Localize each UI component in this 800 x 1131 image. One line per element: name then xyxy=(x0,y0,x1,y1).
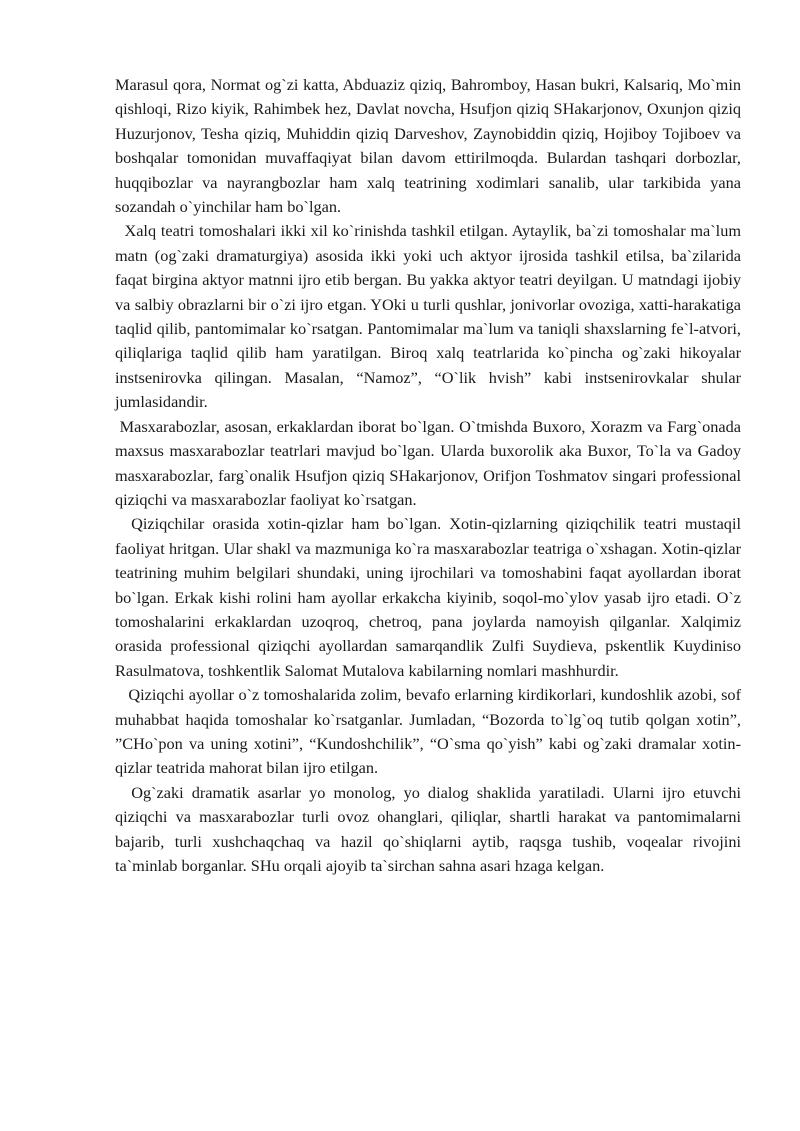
paragraph-oral-drama: Og`zaki dramatik asarlar yo monolog, yo dialog shaklida yaratiladi. Ularni ijro etuvchi qiziqchi va masxarabozlar turli ovoz ohanglari, qiliqlar, shartli harakat va pantomimalarni bajarib, turli xushchaqchaq va hazil qo`shiqlarni aytib, raqsga tushib, voqealar rivojini ta`minlab borganlar. SHu orqali ajoyib ta`sirchan sahna asari hzaga kelgan. xyxy=(115,782,746,875)
document-body xyxy=(115,73,746,878)
paragraph-women-theatre: Qiziqchilar orasida xotin-qizlar ham bo`lgan. Xotin-qizlarning qiziqchilik teatri mustaqil faoliyat hritgan. Ular shakl va mazmuniga ko`ra masxarabozlar teatriga o`xshagan. Xotin-qizlar teatrining muhim belgilari shundaki, uning ijrochilari va tomoshabini faqat ayollardan iborat bo`lgan. Erkak kishi rolini ham ayollar erkakcha kiyinib, soqol-mo`ylov yasab ijro etadi. O`z tomoshalarini erkaklardan uzoqroq, chetroq, pana joylarda namoyish qilganlar. Xalqimiz orasida professional qiziqchi ayollardan samarqandlik Zulfi Suydieva, pskentlik Kuydiniso Rasulmatova, toshkentlik Salomat Mutalova kabilarning nomlari mashhurdir. xyxy=(115,514,746,680)
paragraph-theatre-forms: Xalq teatri tomoshalari ikki xil ko`rinishda tashkil etilgan. Aytaylik, ba`zi tomoshalar ma`lum matn (og`zaki dramaturgiya) asosida ikki yoki uch aktyor ijrosida tashkil etilsa, ba`zilarida faqat birgina aktyor matnni ijro etib bergan. Bu yakka aktyor teatri deyilgan. U matndagi ijobiy va salbiy obrazlarni bir o`zi ijro etgan. YOki u turli qushlar, jonivorlar ovoziga, xatti-harakatiga taqlid qilib, pantomimalar ko`rsatgan. Pantomimalar ma`lum va taniqli shaxslarning fe`l-atvori, qiliqlariga taqlid qilib ham yaratilgan. Biroq xalq teatrlarida ko`pincha og`zaki hikoyalar instsenirovka qilingan. Masalan, “Namoz”, “O`lik hvish” kabi instsenirovkalar shular jumlasidandir. xyxy=(115,221,746,412)
paragraph-masxarabozlar: Masxarabozlar, asosan, erkaklardan iborat bo`lgan. O`tmishda Buxoro, Xorazm va Farg`onada maxsus masxarabozlar teatrlari mavjud bo`lgan. Ularda buxorolik aka Buxor, To`la va Gadoy masxarabozlar, farg`onalik Hsufjon qiziq SHakarjonov, Orifjon Toshmatov singari professional qiziqchi va masxarabozlar faoliyat ko`rsatgan. xyxy=(115,416,746,509)
paragraph-performers: Marasul qora, Normat og`zi katta, Abduaziz qiziq, Bahromboy, Hasan bukri, Kalsariq, Mo`min qishloqi, Rizo kiyik, Rahimbek hez, Davlat novcha, Hsufjon qiziq SHakarjonov, Oxunjon qiziq Huzurjonov, Tesha qiziq, Muhiddin qiziq Darveshov, Zaynobiddin qiziq, Hojiboy Tojiboev va boshqalar tomonidan muvaffaqiyat bilan davom ettirilmoqda. Bulardan tashqari dorbozlar, huqqibozlar va nayrangbozlar ham xalq teatrining xodimlari sanalib, ular tarkibida yana sozandah o`yinchilar ham bo`lgan. xyxy=(115,75,746,217)
paragraph-women-performances: Qiziqchi ayollar o`z tomoshalarida zolim, bevafo erlarning kirdikorlari, kundoshlik azobi, sof muhabbat haqida tomoshalar ko`rsatganlar. Jumladan, “Bozorda to`lg`oq tutib qolgan xotin”, ”CHo`pon va uning xotini”, “Kundoshchilik”, “O`sma qo`yish” kabi og`zaki dramalar xotin-qizlar teatrida mahorat bilan ijro etilgan. xyxy=(115,685,746,778)
